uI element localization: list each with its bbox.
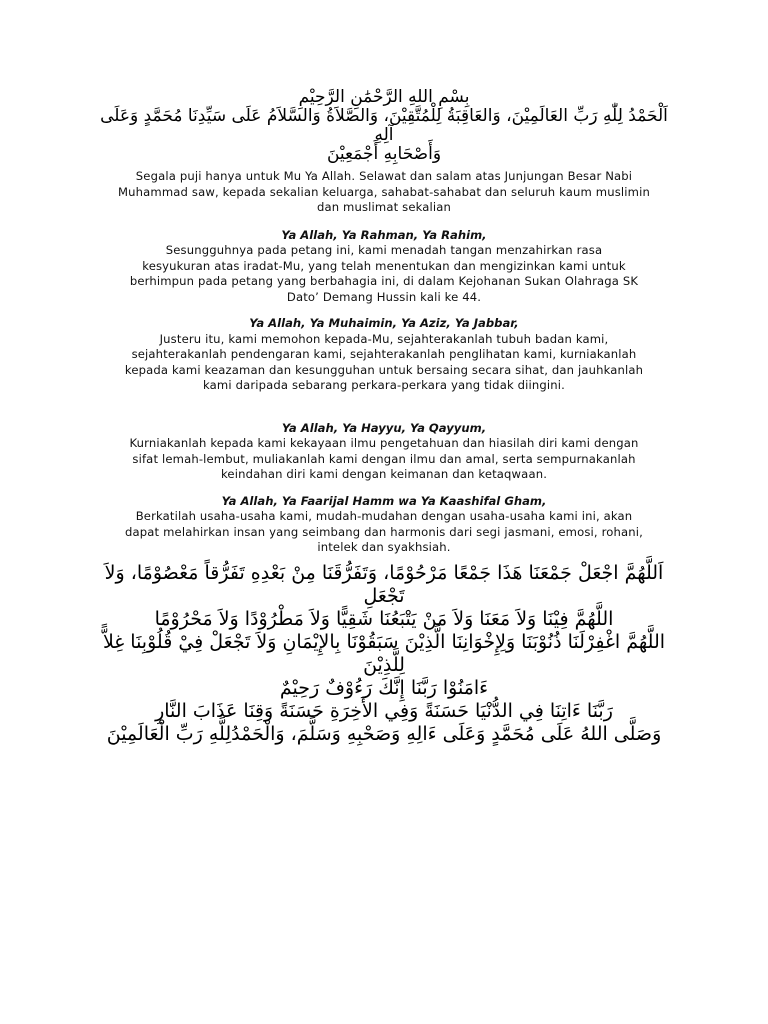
paragraph-line: intelek dan syakhsiah. — [317, 540, 451, 554]
paragraph-line: kepada kami keazaman dan kesungguhan untuk bersaing secara sihat, dan jauhkanlah — [124, 362, 644, 377]
doa-line: اَللَّهُمَّ اجْعَلْ جَمْعَنَا هَذَا جَمْعًا مَرْحُوْمًا، وَتَفَرُّقَنَا مِنْ بَعْدِهِ تَفَرُّقاً مَعْصُوْمًا، وَلاَ تَجْعَلِ — [104, 561, 664, 607]
section-heading: Ya Allah, Ya Muhaimin, Ya Aziz, Ya Jabbar, — [249, 316, 519, 330]
arabic-opening — [88, 88, 680, 164]
paragraph-line: dapat melahirkan insan yang seimbang dan harmonis dari segi jasmani, emosi, rohani, — [125, 524, 643, 539]
doa-line: اللَّهُمَّ فِيْنَا وَلاَ مَعَنَا وَلاَ مَنْ يَتْبَعُنَا شَقِيًّا وَلاَ مَطْرُوْدًا وَلاَ مَحْرُوْمًا — [154, 607, 614, 630]
paragraph-line: Justeru itu, kami memohon kepada-Mu, sejahterakanlah tubuh badan kami, — [159, 331, 609, 346]
hamdalah-line: وَأَصْحَابِهِ أَجْمَعِيْنَ — [326, 144, 442, 164]
section-body — [88, 243, 680, 305]
doa-line: اللَّهُمَّ اغْفِرْلَنَا ذُنُوْبَنَا وَلِإِخْوَانِنَا الَّذِيْنَ سَبَقُوْنَا بِالإِيْمَانِ وَلاَ تَجْعَلْ فِيْ قُلُوْبِنَا غِلاًّ لِلَّذِيْنَ — [102, 630, 666, 676]
paragraph-line: Berkatilah usaha-usaha kami, mudah-mudahan dengan usaha-usaha kami ini, akan — [135, 509, 633, 523]
section-heading: Ya Allah, Ya Faarijal Hamm wa Ya Kaashifal Gham, — [221, 493, 547, 508]
section-hayyu — [88, 421, 680, 483]
paragraph-line: berhimpun pada petang yang berbahagia ini, di dalam Kejohanan Sukan Olahraga SK — [129, 274, 639, 288]
section-heading: Ya Allah, Ya Rahman, Ya Rahim, — [281, 227, 487, 242]
doa-line: ءَامَنُوْا رَبَّنَا إِنَّكَ رَءُوْفٌ رَحِيْمٌ — [279, 676, 489, 699]
paragraph-line: sifat lemah-lembut, muliakanlah kami dengan ilmu dan amal, serta sempurnakanlah — [132, 451, 636, 466]
paragraph-line: Dato’ Demang Hussin kali ke 44. — [286, 289, 482, 304]
section-body — [88, 332, 680, 394]
section-rahman — [88, 228, 680, 306]
section-faarijal — [88, 494, 680, 556]
arabic-closing-doa — [88, 562, 680, 746]
hamdalah-line: اَلْحَمْدُ لِلّٰهِ رَبِّ العَالَمِيْنَ، وَالعَاقِبَةُ لِلْمُتَّقِيْنَ، وَالصَّلاَةُ وَالسَّلاَمُ عَلَى سَيِّدِنَا مُحَمَّدٍ وَعَلَى آلِهِ — [100, 106, 668, 145]
paragraph-line: Muhammad saw, kepada sekalian keluarga, sahabat-sahabat dan seluruh kaum muslimin — [117, 184, 650, 199]
doa-line: وَصَلَّى اللهُ عَلَى مُحَمَّدٍ وَعَلَى ءَالِهِ وَصَحْبِهِ وَسَلَّمَ، وَالْحَمْدُلِلَّهِ رَبِّ الْعَالَمِيْنَ — [106, 722, 662, 745]
section-muhaimin — [88, 316, 680, 394]
paragraph-line: kami daripada sebarang perkara-perkara yang tidak diingini. — [203, 378, 565, 392]
paragraph-line: keindahan diri kami dengan keimanan dan ketaqwaan. — [220, 467, 548, 481]
basmalah: بِسْمِ اللهِ الرَّحْمَٰنِ الرَّحِيْمِ — [298, 87, 470, 107]
paragraph-line: kesyukuran atas iradat-Mu, yang telah menentukan dan mengizinkan kami untuk — [142, 258, 626, 273]
doa-document — [88, 88, 680, 746]
paragraph-line: dan muslimat sekalian — [316, 200, 452, 214]
paragraph-line: Segala puji hanya untuk Mu Ya Allah. Selawat dan salam atas Junjungan Besar Nabi — [135, 169, 633, 183]
intro-paragraph — [88, 169, 680, 216]
paragraph-line: Kurniakanlah kepada kami kekayaan ilmu pengetahuan dan hiasilah diri kami dengan — [129, 436, 639, 450]
doa-line: رَبَّنَا ءَاتِنَا فِي الدُّنْيَا حَسَنَةً وَفِي الأَخِرَةِ حَسَنَةً وَقِنَا عَذَابَ النَّارِ — [155, 699, 613, 722]
section-heading: Ya Allah, Ya Hayyu, Ya Qayyum, — [281, 420, 487, 435]
section-body — [88, 436, 680, 483]
section-body — [88, 509, 680, 556]
paragraph-line: Sesungguhnya pada petang ini, kami menadah tangan menzahirkan rasa — [165, 243, 603, 257]
paragraph-line: sejahterakanlah pendengaran kami, sejahterakanlah penglihatan kami, kurniakanlah — [131, 347, 637, 361]
